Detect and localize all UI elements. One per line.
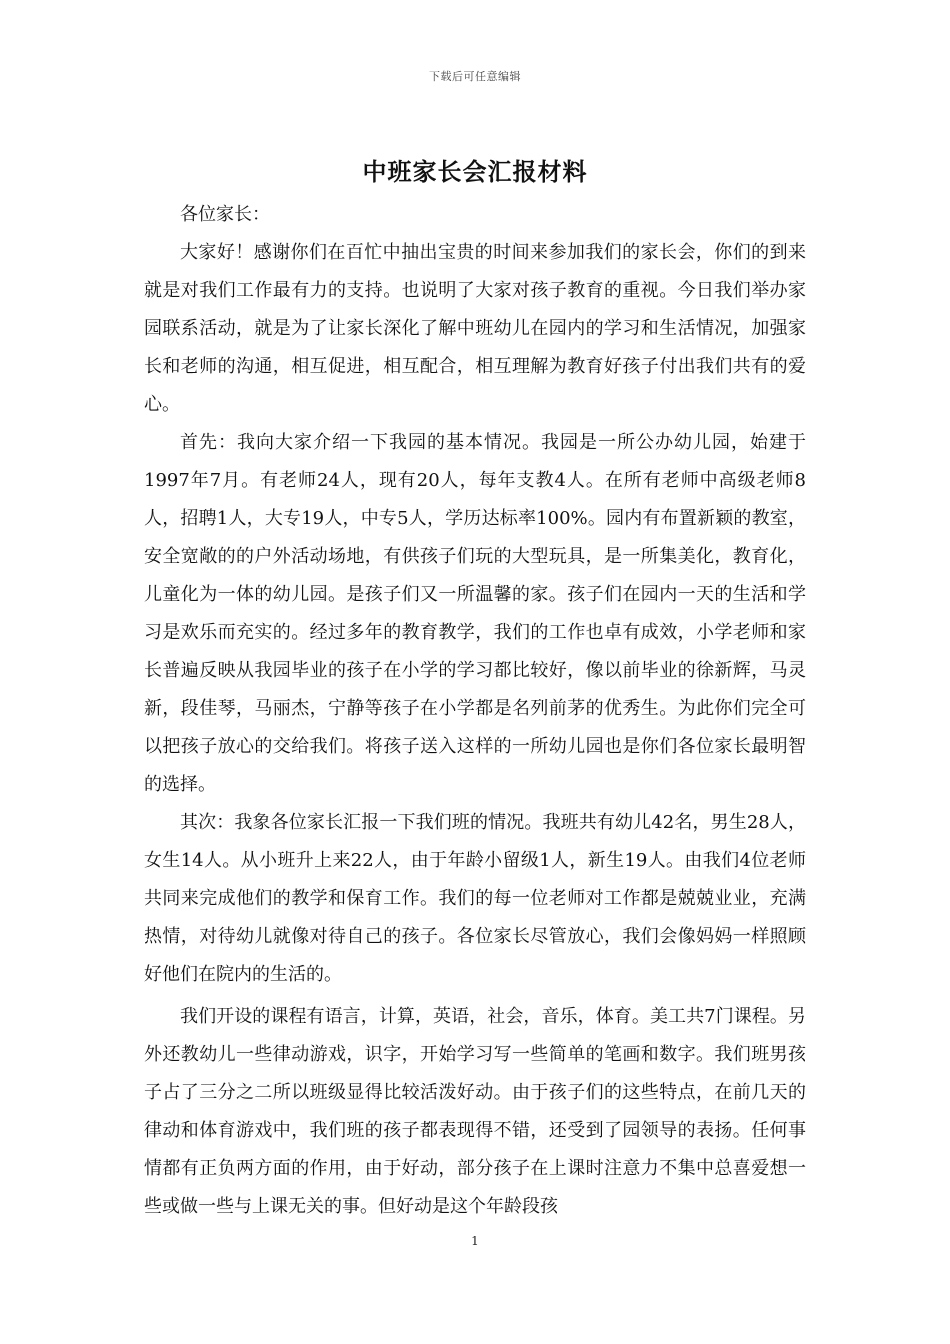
salutation: 各位家长： <box>180 204 270 225</box>
document-title: 中班家长会汇报材料 <box>362 157 588 186</box>
page-number: 1 <box>471 1234 479 1248</box>
paragraph-class-situation: 其次：我象各位家长汇报一下我们班的情况。我班共有幼儿42名，男生28人，女生14人。从小班升上来22人，由于年龄小留级1人，新生19人。由我们4位老师共同来完成他们的教学和保育工作。我们的每一位老师对工作都是兢兢业业，充满热情，对待幼儿就像对待自己的孩子。各位家长尽管放心，我们会像妈妈一样照顾好他们在院内的生活的。 <box>144 812 806 985</box>
paragraph-curriculum: 我们开设的课程有语言，计算，英语，社会，音乐，体育。美工共7门课程。另外还教幼儿一些律动游戏，识字，开始学习写一些简单的笔画和数字。我们班男孩子占了三分之二所以班级显得比较活泼好动。由于孩子们的这些特点，在前几天的律动和体育游戏中，我们班的孩子都表现得不错，还受到了园领导的表扬。任何事情都有正负两方面的作用，由于好动，部分孩子在上课时注意力不集中总喜爱想一些或做一些与上课无关的事。但好动是这个年龄段孩 <box>144 1006 806 1217</box>
paragraph-kindergarten-intro: 首先：我向大家介绍一下我园的基本情况。我园是一所公办幼儿园，始建于1997年7月。有老师24人，现有20人，每年支教4人。在所有老师中高级老师8人，招聘1人，大专19人，中专5人，学历达标率100%。园内有布置新颖的教室，安全宽敞的的户外活动场地，有供孩子们玩的大型玩具，是一所集美化，教育化，儿童化为一体的幼儿园。是孩子们又一所温馨的家。孩子们在园内一天的生活和学习是欢乐而充实的。经过多年的教育教学，我们的工作也卓有成效，小学老师和家长普遍反映从我园毕业的孩子在小学的学习都比较好，像以前毕业的徐新辉，马灵新，段佳琴，马丽杰，宁静等孩子在小学都是名列前茅的优秀生。为此你们完全可以把孩子放心的交给我们。将孩子送入这样的一所幼儿园也是你们各位家长最明智的选择。 <box>144 432 806 795</box>
header-note: 下载后可任意编辑 <box>429 70 521 83</box>
paragraph-greeting: 大家好！感谢你们在百忙中抽出宝贵的时间来参加我们的家长会，你们的到来就是对我们工作最有力的支持。也说明了大家对孩子教育的重视。今日我们举办家园联系活动，就是为了让家长深化了解中班幼儿在园内的学习和生活情况，加强家长和老师的沟通，相互促进，相互配合，相互理解为教育好孩子付出我们共有的爱心。 <box>144 242 806 415</box>
document-body <box>144 196 806 1226</box>
